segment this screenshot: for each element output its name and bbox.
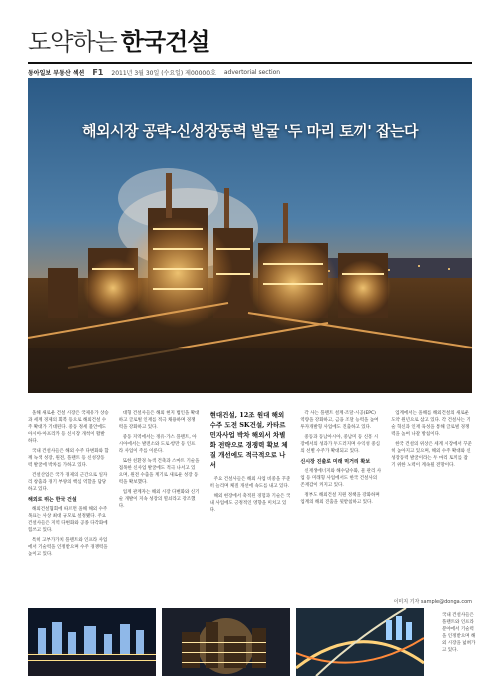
section-title-light: 도약하는 bbox=[28, 28, 117, 56]
paragraph: 정부도 해외건설 지원 정책을 강화하며 업계의 해외 진출을 뒷받침하고 있다. bbox=[300, 493, 380, 505]
article-body bbox=[28, 410, 472, 600]
thumbnail-refinery bbox=[162, 608, 290, 676]
article-column-4 bbox=[300, 410, 381, 600]
photo-caption: 국내 건설사들은 플랜트와 인프라 분야에서 기술력을 인정받으며 해외 시장을 넓혀가고 있다. bbox=[442, 613, 476, 653]
section-name: 동아일보 부동산 섹션 bbox=[28, 69, 85, 77]
paragraph: 업계 관계자는 해외 시장 다변화와 신기술 개발이 지속 성장의 열쇠라고 강조했다. bbox=[118, 490, 200, 509]
hero-photo bbox=[28, 78, 472, 393]
subheading: 신시장 진출로 미래 먹거리 확보 bbox=[300, 459, 371, 465]
issue-date: 2011년 3월 30일 (수요일) 제00000호 bbox=[111, 69, 216, 77]
subheading: 해외로 뛰는 한국 건설 bbox=[28, 497, 77, 503]
thumbnail-highway-interchange bbox=[296, 608, 424, 676]
paragraph: 한국 건설의 위상은 세계 시장에서 꾸준히 높아지고 있으며, 해외 수주 확대와 신성장동력 발굴이라는 두 마리 토끼를 잡기 위한 노력이 계속될 전망이다. bbox=[391, 442, 472, 468]
paragraph: 해외 현장에서 축적된 경험과 기술은 국내 사업에도 긍정적인 영향을 미치고 있다. bbox=[209, 494, 291, 513]
paragraph: 각 사는 플랜트 설계·조달·시공(EPC) 역량을 강화하고, 금융 조달 능력을 높여 투자개발형 사업에도 진출하고 있다. bbox=[300, 411, 379, 430]
paragraph: 국내 건설사들은 해외 수주 다변화와 함께 녹색 성장, 원전, 플랜트 등 신성장동력 발굴에 박차를 가하고 있다. bbox=[28, 449, 109, 468]
article-column-5 bbox=[391, 410, 472, 600]
paragraph: 또한 친환경 녹색 건축과 스마트 기술을 접목한 신사업 발굴에도 적극 나서고 있으며, 원전 수출을 계기로 새로운 성장 동력을 확보했다. bbox=[118, 459, 200, 485]
section-title-bold: 한국건설 bbox=[120, 28, 210, 56]
paragraph: 신재생에너지와 해수담수화, 물 관리 사업 등 미래형 사업에서도 한국 건설사의 존재감이 커지고 있다. bbox=[300, 469, 382, 488]
byline: 이미지 기자 sample@donga.com bbox=[393, 599, 472, 605]
paragraph: 건설산업은 국가 경제의 근간으로 일자리 창출과 경기 부양의 핵심 역할을 담당하고 있다. bbox=[28, 473, 108, 492]
paragraph: 중동 지역에서는 정유·가스 플랜트, 아시아에서는 발전소와 도로·항만 등 인프라 사업이 주를 이룬다. bbox=[118, 435, 197, 454]
paragraph: 특히 고부가가치 플랜트와 인프라 사업에서 기술력을 인정받으며 수주 경쟁력을 높이고 있다. bbox=[28, 538, 108, 557]
main-headline: 해외시장 공략-신성장동력 발굴 '두 마리 토끼' 잡는다 bbox=[81, 122, 419, 140]
thumbnail-plant-night bbox=[28, 608, 156, 676]
paragraph: 대형 건설사들은 해외 현지 법인을 확대하고 글로벌 인재를 적극 채용하며 경쟁력을 강화하고 있다. bbox=[118, 411, 200, 430]
paragraph: 해외건설협회에 따르면 올해 해외 수주 목표는 사상 최대 규모로 설정됐다. 주요 건설사들은 지역 다변화와 공종 다각화에 힘쓰고 있다. bbox=[28, 507, 108, 533]
page-meta-bar bbox=[28, 62, 472, 78]
paragraph: 중동과 동남아시아, 중남미 등 신흥 시장에서의 성과가 두드러지며 수익성 중심의 선별 수주가 확대되고 있다. bbox=[300, 435, 381, 454]
article-column-1 bbox=[28, 410, 109, 600]
article-column-2 bbox=[119, 410, 200, 600]
paragraph: 올해 새로운 건설 시장은 국제유가 상승과 세계 경제의 회복 등으로 해외건설 수주 확대가 기대된다. 중동 정세 불안에도 아시아·아프리카 등 신시장 개척이 활발하다. bbox=[28, 411, 109, 444]
lead-summary: 현대건설, 12조 원대 해외 수주 도전 SK건설, 카타르 민자사업 박차 해외서 차별화 전략으로 경쟁력 확보 체질 개선에도 적극적으로 나서 bbox=[209, 411, 288, 469]
paragraph: 업계에서는 올해를 해외건설의 새로운 도약 원년으로 삼고 있다. 각 건설사는 기술 혁신과 인재 육성을 통해 글로벌 경쟁력을 높여 나갈 방침이다. bbox=[391, 411, 471, 437]
masthead bbox=[28, 22, 472, 62]
paragraph: 주요 건설사들은 해외 사업 비중을 꾸준히 늘리며 체질 개선에 속도를 내고 있다. bbox=[209, 477, 291, 489]
advertorial-tag: advertorial section bbox=[223, 68, 281, 76]
page-number: F1 bbox=[92, 67, 104, 77]
photo-strip bbox=[28, 608, 424, 676]
article-column-3 bbox=[210, 410, 291, 600]
